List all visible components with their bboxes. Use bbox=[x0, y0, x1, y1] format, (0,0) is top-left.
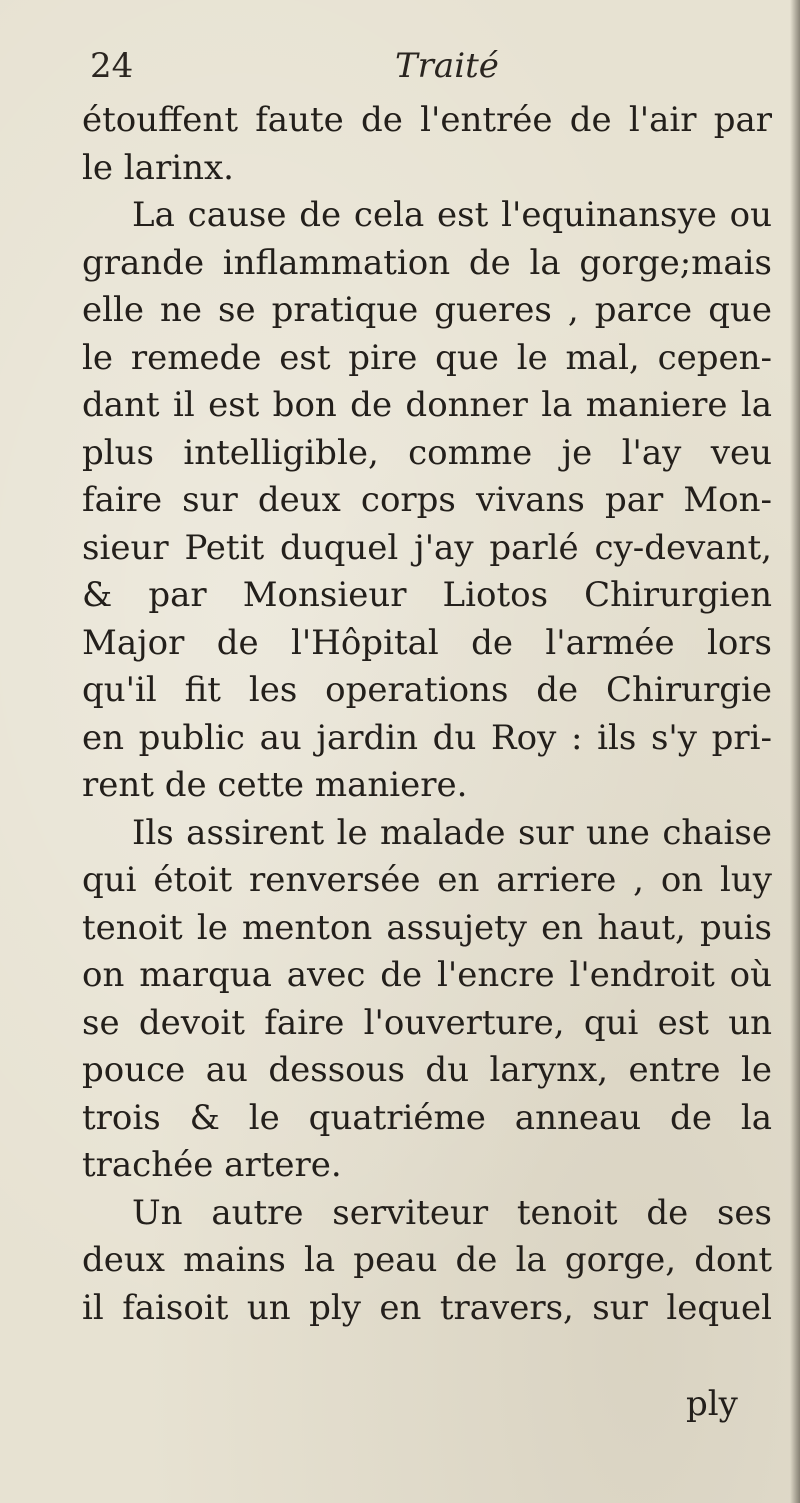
text-line: qu'il fit les operations de Chirurgie bbox=[82, 670, 772, 710]
text-line: il faisoit un ply en travers, sur lequel bbox=[82, 1287, 772, 1328]
text-line: Major de l'Hôpital de l'armée lors bbox=[82, 622, 772, 663]
text-line: étouffent faute de l'entrée de l'air par bbox=[82, 100, 772, 140]
page-number: 24 bbox=[90, 46, 134, 86]
text-line: & par Monsieur Liotos Chirurgien bbox=[82, 575, 772, 615]
text-line: Ils assirent le malade sur une chaise bbox=[132, 812, 772, 853]
text-line: grande inflammation de la gorge;mais bbox=[82, 242, 772, 283]
text-line: se devoit faire l'ouverture, qui est un bbox=[82, 1002, 772, 1043]
text-line: qui étoit renversée en arriere , on luy bbox=[82, 860, 772, 900]
text-line: La cause de cela est l'equinansye ou bbox=[132, 195, 772, 235]
text-line: faire sur deux corps vivans par Mon- bbox=[82, 480, 772, 520]
text-line: plus intelligible, comme je l'ay veu bbox=[82, 432, 772, 473]
text-line: elle ne se pratique gueres , parce que bbox=[82, 290, 772, 330]
text-line: en public au jardin du Roy : ils s'y pri- bbox=[82, 717, 772, 758]
text-line: trois & le quatriéme anneau de la bbox=[82, 1097, 772, 1138]
text-line: trachée artere. bbox=[82, 1145, 342, 1185]
text-line: rent de cette maniere. bbox=[82, 765, 468, 805]
text-line: tenoit le menton assujety en haut, puis bbox=[82, 907, 772, 948]
running-title: Traité bbox=[395, 46, 499, 86]
page-header bbox=[90, 42, 770, 90]
text-line: dant il est bon de donner la maniere la bbox=[82, 385, 772, 425]
text-line: Un autre serviteur tenoit de ses bbox=[132, 1192, 772, 1233]
catchword: ply bbox=[686, 1384, 738, 1424]
text-line: deux mains la peau de la gorge, dont bbox=[82, 1240, 772, 1280]
text-line: sieur Petit duquel j'ay parlé cy-devant, bbox=[82, 527, 772, 568]
text-line: le larinx. bbox=[82, 147, 234, 188]
text-line: pouce au dessous du larynx, entre le bbox=[82, 1050, 772, 1090]
text-line: on marqua avec de l'encre l'endroit où bbox=[82, 955, 772, 995]
body-text bbox=[82, 97, 772, 1332]
text-line: le remede est pire que le mal, cepen- bbox=[82, 337, 772, 378]
page-edge-shadow bbox=[790, 0, 800, 1503]
